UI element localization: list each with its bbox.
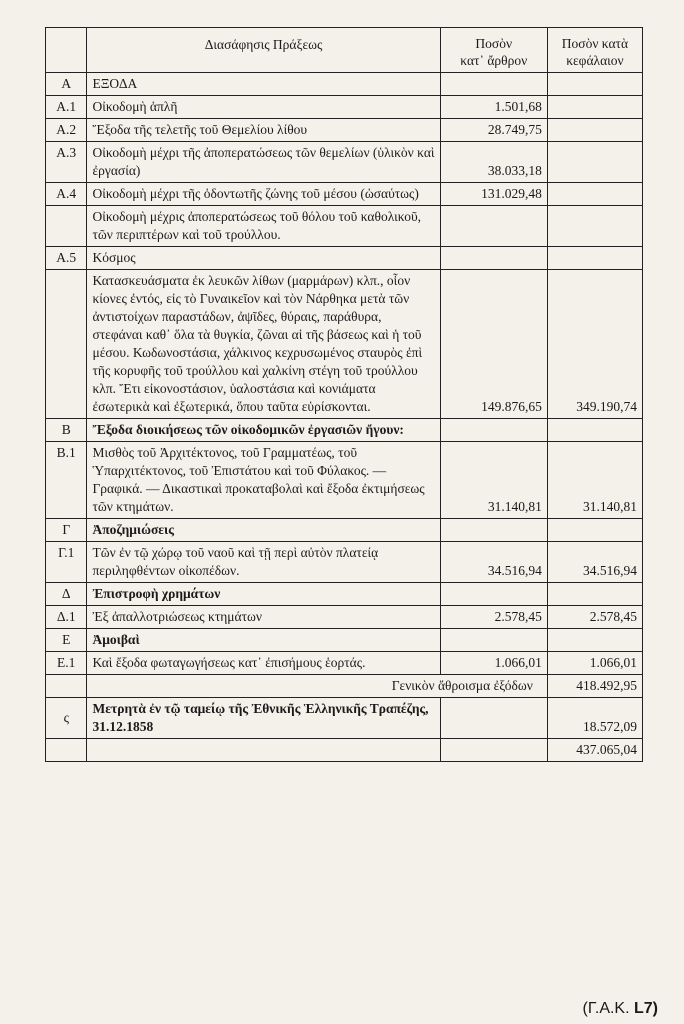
row-amount-chapter xyxy=(547,247,642,270)
total-expenses-code-cell xyxy=(46,675,87,698)
total-expenses-label: Γενικὸν ἄθροισμα ἐξόδων xyxy=(87,675,547,698)
row-code: A.3 xyxy=(46,142,87,183)
table-header-row xyxy=(46,28,643,73)
row-code: Γ xyxy=(46,519,87,542)
row-amount-chapter: 31.140,81 xyxy=(547,442,642,519)
row-amount-article xyxy=(440,73,547,96)
row-amount-article: 1.501,68 xyxy=(440,96,547,119)
row-description: Μισθὸς τοῦ Ἀρχιτέκτονος, τοῦ Γραμματέως, τοῦ Ὑπαρχιτέκτονος, τοῦ Ἐπιστάτου καὶ τοῦ Φύλακος. — Γραφικά. — Δικαστικαὶ προκαταβολαὶ καὶ ἔξοδα ἐκτιμήσεως τῶν κτημάτων. xyxy=(87,442,440,519)
table-row xyxy=(46,183,643,206)
table-row xyxy=(46,583,643,606)
row-amount-chapter xyxy=(547,419,642,442)
row-amount-chapter xyxy=(547,73,642,96)
header-description: Διασάφησις Πράξεως xyxy=(87,28,440,73)
row-code: E.1 xyxy=(46,652,87,675)
row-description: Οἰκοδομὴ μέχρι τῆς ὀδοντωτῆς ζώνης τοῦ μέσου (ὡσαύτως) xyxy=(87,183,440,206)
table-body xyxy=(46,73,643,675)
row-amount-chapter: 349.190,74 xyxy=(547,270,642,419)
row-description: Ἀποζημιώσεις xyxy=(87,519,440,542)
grand-total-code-cell xyxy=(46,739,87,762)
row-description: Οἰκοδομὴ μέχρι τῆς ἀποπερατώσεως τῶν θεμελίων (ὑλικὸν καὶ ἐργασία) xyxy=(87,142,440,183)
grand-total-row xyxy=(46,739,643,762)
header-amount-article-line1: Ποσὸν xyxy=(475,36,513,51)
row-amount-chapter xyxy=(547,142,642,183)
archive-reference-suffix: L7) xyxy=(634,1000,658,1017)
grand-total-article-cell xyxy=(440,739,547,762)
cash-value: 18.572,09 xyxy=(547,698,642,739)
row-amount-chapter xyxy=(547,519,642,542)
row-code: A.1 xyxy=(46,96,87,119)
row-amount-chapter xyxy=(547,183,642,206)
table-row xyxy=(46,206,643,247)
table-row xyxy=(46,73,643,96)
row-amount-article: 31.140,81 xyxy=(440,442,547,519)
cash-code: ς xyxy=(46,698,87,739)
table-row xyxy=(46,629,643,652)
row-description: Ἀμοιβαὶ xyxy=(87,629,440,652)
row-amount-article: 2.578,45 xyxy=(440,606,547,629)
row-description: Κόσμος xyxy=(87,247,440,270)
header-amount-article-line2: κατ᾽ ἄρθρον xyxy=(460,53,528,68)
row-amount-chapter xyxy=(547,206,642,247)
row-code xyxy=(46,270,87,419)
grand-total-text-cell xyxy=(87,739,440,762)
table-row xyxy=(46,442,643,519)
row-code xyxy=(46,206,87,247)
table-row xyxy=(46,96,643,119)
header-amount-chapter-line1: Ποσὸν κατὰ xyxy=(561,36,629,51)
header-amount-chapter-line2: κεφάλαιον xyxy=(566,53,624,68)
row-amount-article xyxy=(440,583,547,606)
row-code: E xyxy=(46,629,87,652)
table-row xyxy=(46,142,643,183)
table-row xyxy=(46,119,643,142)
table-row xyxy=(46,652,643,675)
header-amount-chapter xyxy=(547,28,642,73)
row-code: A.5 xyxy=(46,247,87,270)
row-amount-article xyxy=(440,206,547,247)
row-amount-article xyxy=(440,247,547,270)
row-amount-chapter: 34.516,94 xyxy=(547,542,642,583)
row-code: Γ.1 xyxy=(46,542,87,583)
row-code: Δ.1 xyxy=(46,606,87,629)
row-description: Οἰκοδομὴ μέχρις ἀποπερατώσεως τοῦ θόλου τοῦ καθολικοῦ, τῶν περιπτέρων καὶ τοῦ τρούλλου. xyxy=(87,206,440,247)
row-code: A xyxy=(46,73,87,96)
row-code: Δ xyxy=(46,583,87,606)
total-expenses-row xyxy=(46,675,643,698)
row-amount-chapter xyxy=(547,583,642,606)
table-row xyxy=(46,247,643,270)
row-description: Ἐπιστροφὴ χρημάτων xyxy=(87,583,440,606)
row-amount-article xyxy=(440,419,547,442)
row-code: B xyxy=(46,419,87,442)
row-description: Κατασκευάσματα ἐκ λευκῶν λίθων (μαρμάρων) κλπ., οἷον κίονες ἐντός, εἰς τὸ Γυναικεῖον καὶ τὸν Νάρθηκα μετὰ τῶν ἀντιστοίχων παραστάδων, ἀψῖδες, θύραις, παράθυρα, στεφάναι καθ᾽ ὅλα τὰ θυγκία, ζῶναι αἱ τῆς βάσεως καὶ ἡ τοῦ μέσου. Κωδωνοστάσια, χάλκινος κεχρυσωμένος σταυρὸς ἐπὶ τῆς κορυφῆς τοῦ τρούλλου καὶ χαλκίνη στέγη τοῦ τρούλλου κλπ. Ἔτι εἰκονοστάσιον, ὑαλοστάσια καὶ κονιάματα ἐσωτερικὰ καὶ ἐξωτερικά, ὅπου ταῦτα εὑρίσκονται. xyxy=(87,270,440,419)
row-amount-chapter xyxy=(547,119,642,142)
total-expenses-value: 418.492,95 xyxy=(547,675,642,698)
header-code-cell xyxy=(46,28,87,73)
row-code: A.2 xyxy=(46,119,87,142)
cash-article-cell xyxy=(440,698,547,739)
row-amount-chapter: 2.578,45 xyxy=(547,606,642,629)
row-description: Ἔξοδα διοικήσεως τῶν οἰκοδομικῶν ἐργασιῶν ἤγουν: xyxy=(87,419,440,442)
row-code: B.1 xyxy=(46,442,87,519)
row-code: A.4 xyxy=(46,183,87,206)
row-amount-article: 131.029,48 xyxy=(440,183,547,206)
archive-reference xyxy=(582,1000,658,1018)
header-amount-article xyxy=(440,28,547,73)
cash-text: Μετρητὰ ἐν τῷ ταμείῳ τῆς Ἐθνικῆς Ἑλληνικῆς Τραπέζης, 31.12.1858 xyxy=(87,698,440,739)
row-amount-article: 34.516,94 xyxy=(440,542,547,583)
row-description: ΕΞΟΔΑ xyxy=(87,73,440,96)
row-description: Ἐξ ἀπαλλοτριώσεως κτημάτων xyxy=(87,606,440,629)
row-description: Ἔξοδα τῆς τελετῆς τοῦ Θεμελίου λίθου xyxy=(87,119,440,142)
table-footer-rows xyxy=(46,675,643,762)
cash-row xyxy=(46,698,643,739)
grand-total-value: 437.065,04 xyxy=(547,739,642,762)
row-amount-article: 149.876,65 xyxy=(440,270,547,419)
table-row xyxy=(46,542,643,583)
row-description: Οἰκοδομὴ ἁπλῆ xyxy=(87,96,440,119)
row-amount-article: 38.033,18 xyxy=(440,142,547,183)
table-row xyxy=(46,270,643,419)
row-amount-chapter: 1.066,01 xyxy=(547,652,642,675)
table-row xyxy=(46,519,643,542)
row-amount-article: 1.066,01 xyxy=(440,652,547,675)
table-row xyxy=(46,606,643,629)
accounts-table xyxy=(45,27,643,762)
archive-reference-prefix: (Γ.Α.Κ. xyxy=(582,1000,634,1017)
row-amount-chapter xyxy=(547,96,642,119)
row-amount-article xyxy=(440,519,547,542)
table-row xyxy=(46,419,643,442)
row-amount-article xyxy=(440,629,547,652)
row-description: Καὶ ἔξοδα φωταγωγήσεως κατ᾽ ἐπισήμους ἑορτάς. xyxy=(87,652,440,675)
row-amount-article: 28.749,75 xyxy=(440,119,547,142)
row-description: Τῶν ἐν τῷ χώρῳ τοῦ ναοῦ καὶ τῇ περὶ αὐτὸν πλατείᾳ περιληφθέντων οἰκοπέδων. xyxy=(87,542,440,583)
row-amount-chapter xyxy=(547,629,642,652)
